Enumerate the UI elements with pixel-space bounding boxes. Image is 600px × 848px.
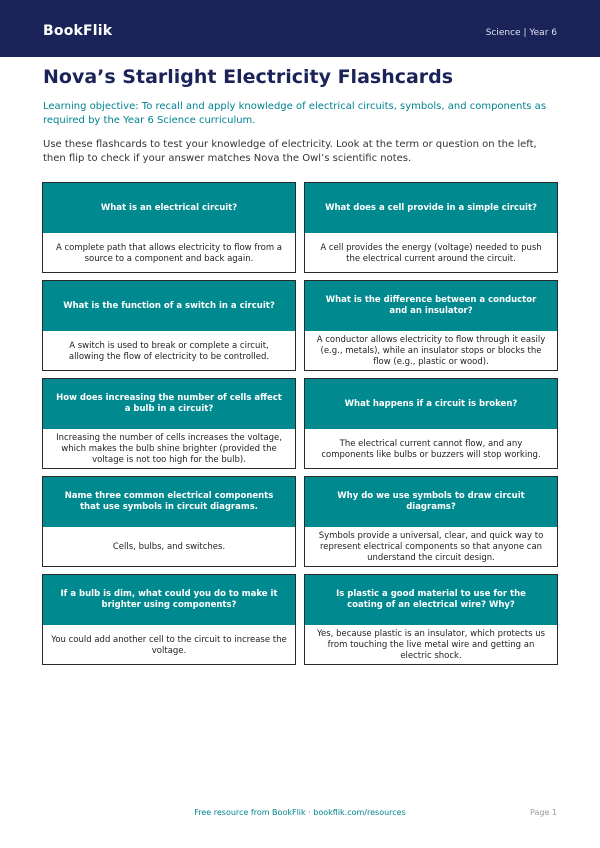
page-title: Nova’s Starlight Electricity Flashcards <box>43 66 454 88</box>
flashcard[interactable] <box>304 574 558 665</box>
flashcard-question: If a bulb is dim, what could you do to make it brighter using components? <box>43 575 295 625</box>
flashcard-question: Why do we use symbols to draw circuit diagrams? <box>305 477 557 527</box>
flashcard-question: Name three common electrical components that use symbols in circuit diagrams. <box>43 477 295 527</box>
flashcard-question: What happens if a circuit is broken? <box>305 379 557 429</box>
flashcard[interactable] <box>42 378 296 469</box>
flashcard-question: What is an electrical circuit? <box>43 183 295 233</box>
flashcard-question: Is plastic a good material to use for the coating of an electrical wire? Why? <box>305 575 557 625</box>
flashcard-answer: Symbols provide a universal, clear, and quick way to represent electrical components so that anyone can understand the circuit design. <box>318 531 544 563</box>
top-header-bar <box>0 0 600 57</box>
flashcard-answer: A switch is used to break or complete a circuit, allowing the flow of electricity to be controlled. <box>68 340 270 362</box>
flashcard-answer: The electrical current cannot flow, and any components like bulbs or buzzers will stop working. <box>321 438 541 460</box>
flashcard[interactable] <box>304 378 558 469</box>
flashcard[interactable] <box>304 280 558 371</box>
flashcard-answer: A conductor allows electricity to flow through it easily (e.g., metals), while an insulator stops or blocks the flow (e.g., plastic or wood). <box>316 335 546 367</box>
flashcard-answer: Yes, because plastic is an insulator, which protects us from touching the live metal wire and getting an electric shock. <box>316 629 546 661</box>
flashcard-row <box>42 476 558 567</box>
brand-logo-text[interactable]: BookFlik <box>43 23 113 39</box>
flashcard-answer: Cells, bulbs, and switches. <box>112 542 226 552</box>
flashcard-question: What is the function of a switch in a circuit? <box>43 281 295 331</box>
flashcard[interactable] <box>42 280 296 371</box>
flashcard[interactable] <box>42 574 296 665</box>
flashcard-row <box>42 280 558 371</box>
flashcard-row <box>42 378 558 469</box>
flashcard[interactable] <box>42 476 296 567</box>
learning-objective: Learning objective: To recall and apply knowledge of electrical circuits, symbols, and components as required by the Year 6 Science curriculum. <box>43 101 547 126</box>
flashcard-answer: Increasing the number of cells increases the voltage, which makes the bulb shine brighter (provided the voltage is not too high for the bulb). <box>56 433 282 465</box>
footer-credit-link[interactable]: Free resource from BookFlik · bookflik.com/resources <box>194 808 406 817</box>
flashcard[interactable] <box>304 182 558 273</box>
flashcard-row <box>42 574 558 665</box>
flashcard[interactable] <box>304 476 558 567</box>
page-number: Page 1 <box>530 808 557 817</box>
flashcard-question: What does a cell provide in a simple circuit? <box>305 183 557 233</box>
intro-text: Use these flashcards to test your knowledge of electricity. Look at the term or question on the left, then flip to check if your answer matches Nova the Owl’s scientific notes. <box>43 139 537 164</box>
flashcard-grid <box>42 182 558 672</box>
subject-year-label: Science | Year 6 <box>485 28 557 38</box>
flashcard[interactable] <box>42 182 296 273</box>
flashcard-answer: A cell provides the energy (voltage) needed to push the electrical current around the circuit. <box>320 242 542 264</box>
flashcard-question: What is the difference between a conductor and an insulator? <box>305 281 557 331</box>
flashcard-question: How does increasing the number of cells affect a bulb in a circuit? <box>43 379 295 429</box>
flashcard-row <box>42 182 558 273</box>
flashcard-answer: A complete path that allows electricity to flow from a source to a component and back again. <box>55 242 283 264</box>
flashcard-answer: You could add another cell to the circuit to increase the voltage. <box>51 634 287 656</box>
